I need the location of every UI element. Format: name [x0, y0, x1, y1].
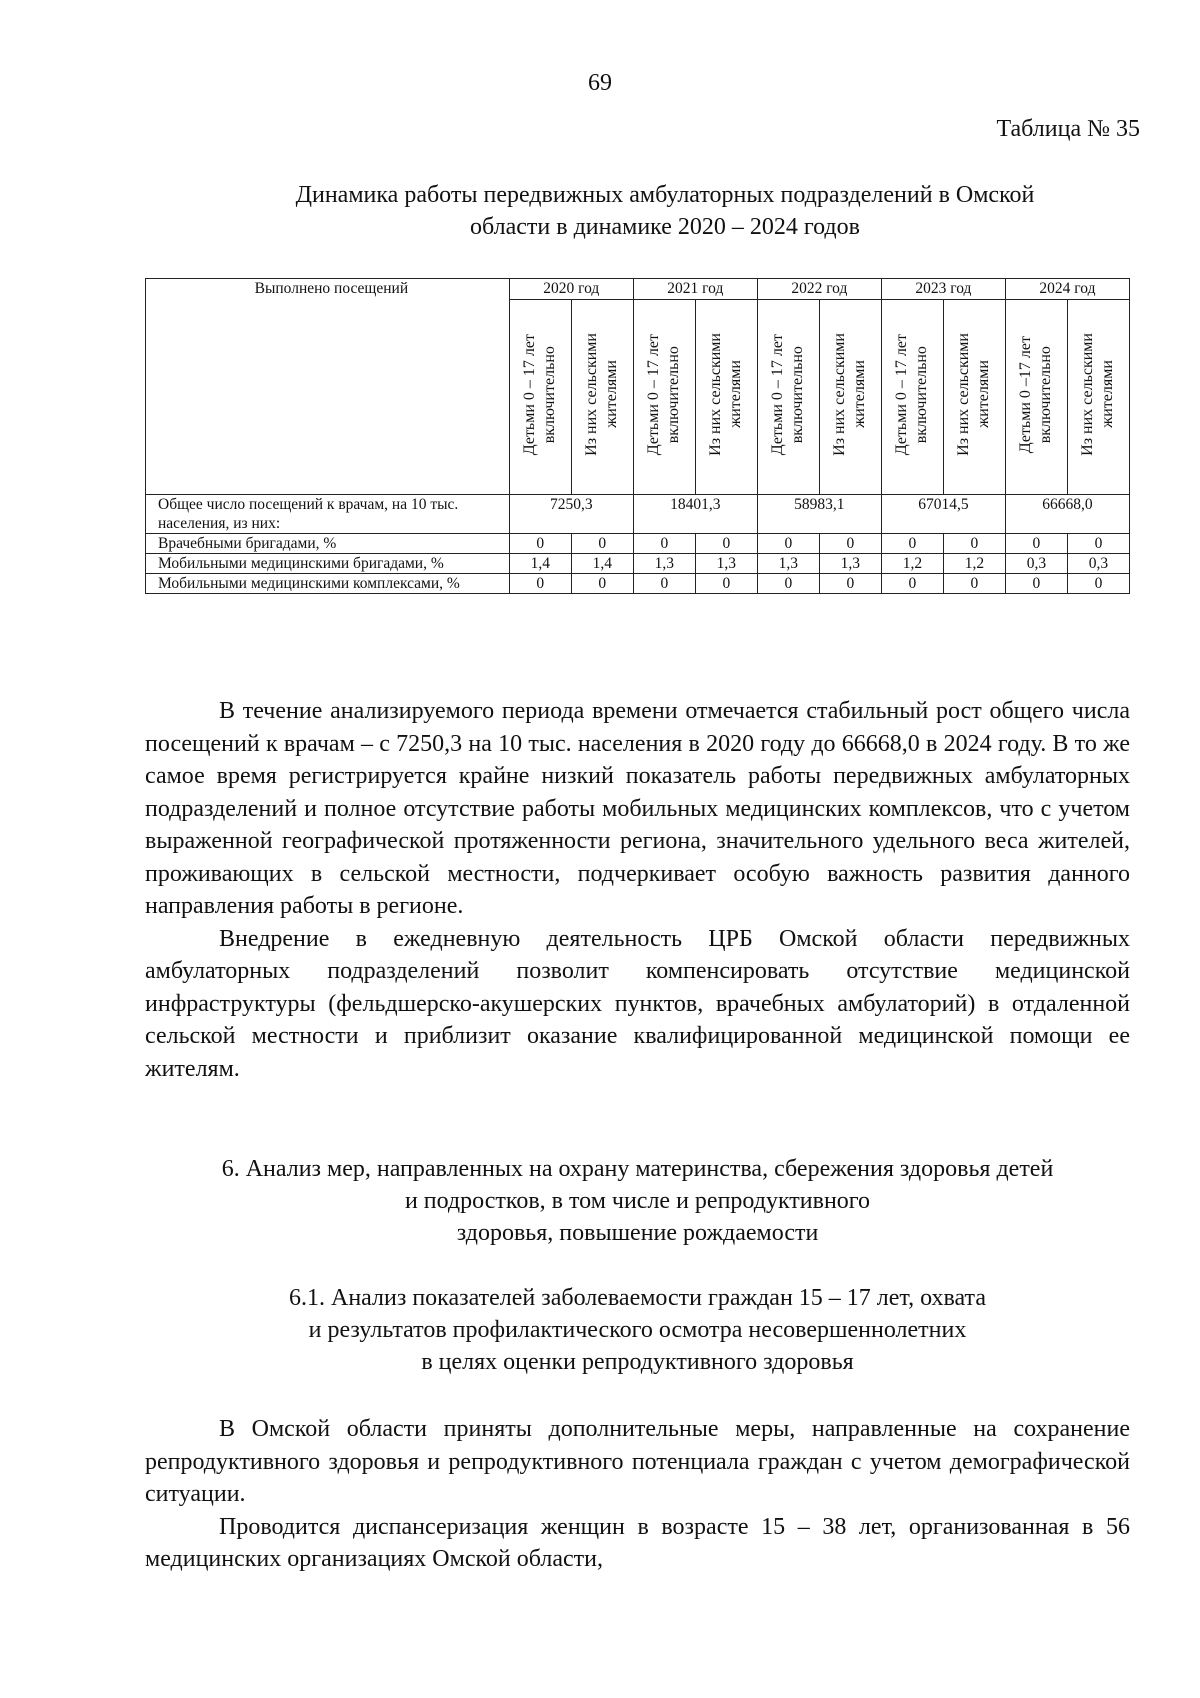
- section-6-1-heading: [145, 1282, 1130, 1378]
- table-title-line: области в динамике 2020 – 2024 годов: [470, 214, 860, 240]
- paragraph: Проводится диспансеризация женщин в возрасте 15 – 38 лет, организованная в 56 медицинских организациях Омской области,: [145, 1513, 1130, 1572]
- total-value: 58983,1: [757, 495, 881, 534]
- heading-line: 6.1. Анализ показателей заболеваемости граждан 15 – 17 лет, охвата: [289, 1285, 986, 1311]
- cell-value: 0: [571, 534, 633, 554]
- subheader-children: Детьми 0 – 17 лет включительно: [509, 300, 571, 495]
- cell-value: 0: [757, 574, 819, 594]
- cell-value: 0: [1067, 534, 1129, 554]
- heading-line: и подростков, в том числе и репродуктивного: [404, 1188, 871, 1214]
- subheader-rural: Из них сельскими жителями: [819, 300, 881, 495]
- subheader-children: Детьми 0 – 17 лет включительно: [633, 300, 695, 495]
- row-label: Врачебными бригадами, %: [146, 534, 510, 554]
- cell-value: 0: [1005, 534, 1067, 554]
- cell-value: 0: [695, 574, 757, 594]
- cell-value: 0: [943, 534, 1005, 554]
- subheader-children: Детьми 0 – 17 лет включительно: [757, 300, 819, 495]
- paragraph: В течение анализируемого периода времени отмечается стабильный рост общего числа посещений к врачам – с 7250,3 на 10 тыс. населения в 2020 году до 66668,0 в 2024 году. В то же самое время регистрируется крайне низкий показатель работы передвижных амбулаторных подразделений и полное отсутствие работы мобильных медицинских комплексов, что с учетом выраженной географической протяженности региона, значительного удельного веса жителей, проживающих в сельской местности, подчеркивает особую важность развития данного направления работы в регионе.: [145, 698, 1130, 919]
- analysis-text: [145, 695, 1130, 1085]
- year-header: 2022 год: [757, 279, 881, 300]
- cell-value: 0,3: [1005, 554, 1067, 574]
- table-row-mobile-teams: [146, 554, 1130, 574]
- cell-value: 1,2: [943, 554, 1005, 574]
- heading-line: 6. Анализ мер, направленных на охрану материнства, сбережения здоровья детей: [221, 1156, 1054, 1182]
- corner-header: Выполнено посещений: [146, 279, 510, 495]
- cell-value: 0: [1005, 574, 1067, 594]
- row-label: Мобильными медицинскими комплексами, %: [146, 574, 510, 594]
- cell-value: 1,3: [819, 554, 881, 574]
- cell-value: 0: [509, 574, 571, 594]
- section-6-heading: [145, 1153, 1130, 1249]
- page-number: 69: [588, 70, 612, 96]
- subheader-rural: Из них сельскими жителями: [695, 300, 757, 495]
- cell-value: 1,3: [757, 554, 819, 574]
- cell-value: 0: [1067, 574, 1129, 594]
- cell-value: 1,3: [695, 554, 757, 574]
- subheader-rural: Из них сельскими жителями: [1067, 300, 1129, 495]
- table-row-total: [146, 495, 1130, 534]
- cell-value: 0: [633, 534, 695, 554]
- cell-value: 0: [943, 574, 1005, 594]
- total-value: 67014,5: [881, 495, 1005, 534]
- cell-value: 0,3: [1067, 554, 1129, 574]
- cell-value: 1,2: [881, 554, 943, 574]
- visits-table: [145, 278, 1130, 594]
- table-title-line: Динамика работы передвижных амбулаторных подразделений в Омской: [295, 182, 1035, 208]
- table-year-header-row: [146, 279, 1130, 300]
- year-header: 2021 год: [633, 279, 757, 300]
- year-header: 2020 год: [509, 279, 633, 300]
- cell-value: 0: [571, 574, 633, 594]
- heading-line: в целях оценки репродуктивного здоровья: [421, 1349, 854, 1375]
- cell-value: 0: [881, 534, 943, 554]
- paragraph: Внедрение в ежедневную деятельность ЦРБ Омской области передвижных амбулаторных подразделений позволит компенсировать отсутствие медицинской инфраструктуры (фельдшерско-акушерских пунктов, врачебных амбулаторий) в отдаленной сельской местности и приблизит оказание квалифицированной медицинской помощи ее жителям.: [145, 925, 1130, 1082]
- year-header: 2024 год: [1005, 279, 1129, 300]
- row-label: Мобильными медицинскими бригадами, %: [146, 554, 510, 574]
- subheader-children: Детьми 0 –17 лет включительно: [1005, 300, 1067, 495]
- table-row-doctor-teams: [146, 534, 1130, 554]
- cell-value: 0: [881, 574, 943, 594]
- total-value: 7250,3: [509, 495, 633, 534]
- row-label: Общее число посещений к врачам, на 10 тыс. населения, из них:: [146, 495, 510, 534]
- cell-value: 0: [633, 574, 695, 594]
- table-title: [140, 179, 1190, 243]
- table-number: Таблица № 35: [996, 116, 1140, 142]
- total-value: 18401,3: [633, 495, 757, 534]
- cell-value: 0: [819, 574, 881, 594]
- total-value: 66668,0: [1005, 495, 1129, 534]
- heading-line: и результатов профилактического осмотра несовершеннолетних: [308, 1317, 967, 1343]
- reproductive-health-text: [145, 1413, 1130, 1576]
- subheader-rural: Из них сельскими жителями: [571, 300, 633, 495]
- cell-value: 1,4: [571, 554, 633, 574]
- subheader-children: Детьми 0 – 17 лет включительно: [881, 300, 943, 495]
- cell-value: 0: [695, 534, 757, 554]
- subheader-rural: Из них сельскими жителями: [943, 300, 1005, 495]
- cell-value: 1,3: [633, 554, 695, 574]
- cell-value: 1,4: [509, 554, 571, 574]
- cell-value: 0: [757, 534, 819, 554]
- heading-line: здоровья, повышение рождаемости: [456, 1220, 819, 1246]
- year-header: 2023 год: [881, 279, 1005, 300]
- cell-value: 0: [509, 534, 571, 554]
- table-row-mobile-complexes: [146, 574, 1130, 594]
- cell-value: 0: [819, 534, 881, 554]
- paragraph: В Омской области приняты дополнительные меры, направленные на сохранение репродуктивного здоровья и репродуктивного потенциала граждан с учетом демографической ситуации.: [145, 1416, 1130, 1507]
